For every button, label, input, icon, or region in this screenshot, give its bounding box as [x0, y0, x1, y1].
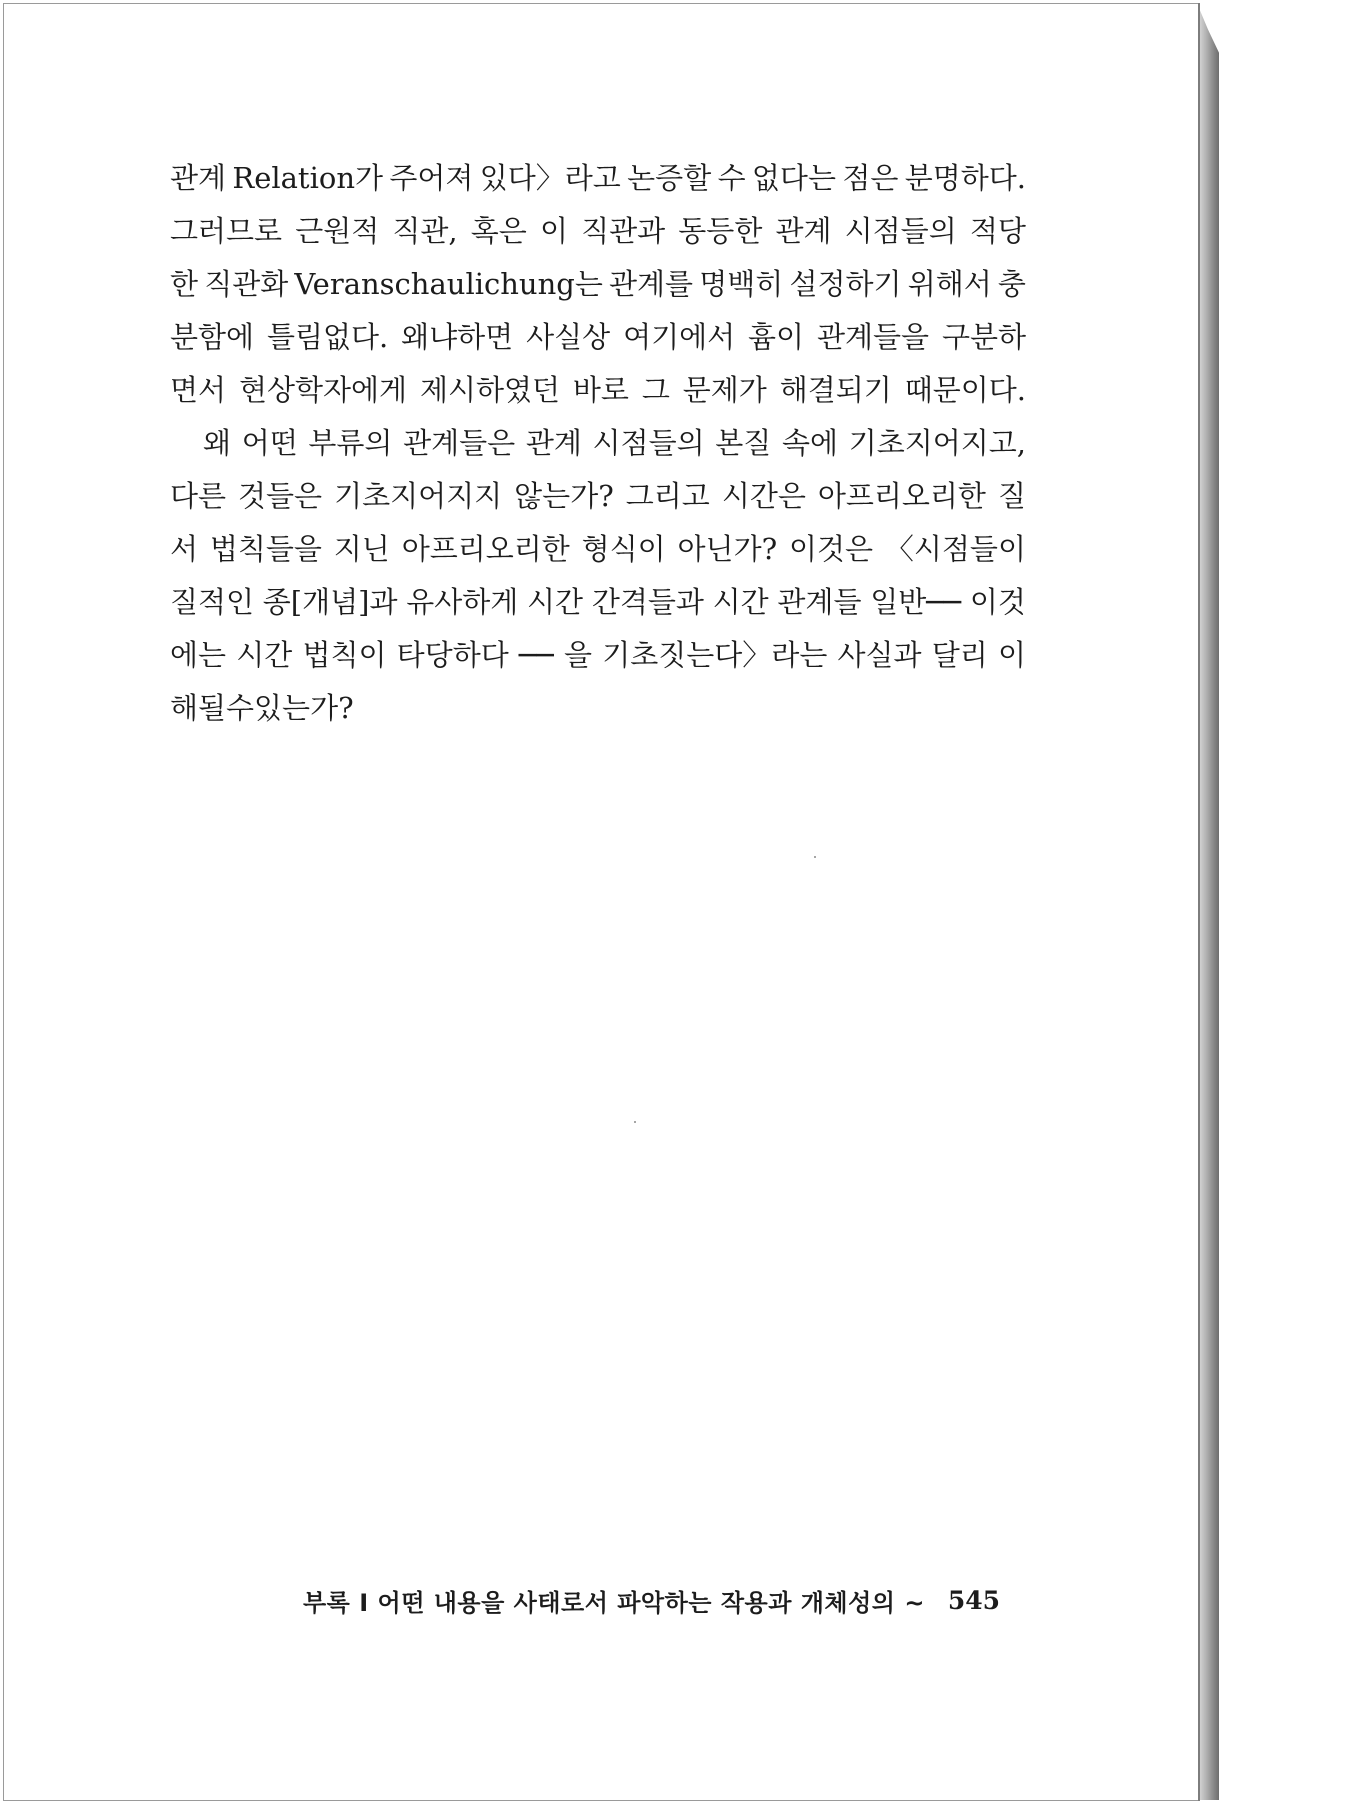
text-word: 시점들의 [592, 426, 705, 460]
text-word: 이것은 [789, 532, 874, 566]
text-word: 〈시점들이 [884, 532, 1026, 566]
text-word: 달리 [931, 638, 988, 672]
text-word: 해결되기 [779, 373, 892, 407]
text-word: 설정하기 [789, 267, 902, 301]
text-line [170, 364, 1026, 417]
text-word: 관계들 [777, 585, 862, 619]
text-word: 것들은 [238, 479, 323, 513]
text-word: 충 [997, 267, 1026, 301]
text-word: 논증할 [627, 161, 712, 195]
text-word: 왜냐하면 [401, 320, 514, 354]
text-word: 부류의 [308, 426, 393, 460]
text-word: 주어져 [389, 161, 474, 195]
text-word: 관계들은 [403, 426, 516, 460]
text-word: ── [518, 638, 554, 672]
text-word: 직관과 [581, 214, 666, 248]
text-line [170, 576, 1026, 629]
text-word: 있는가? [254, 691, 354, 725]
text-word: 현상학자에게 [238, 373, 408, 407]
text-word: 직관, [392, 214, 458, 248]
scan-speck [634, 1121, 636, 1123]
text-word: 그리고 [625, 479, 710, 513]
text-word: 시간은 [721, 479, 806, 513]
text-word: 관계를 [609, 267, 694, 301]
text-word: 있다〉라고 [479, 161, 621, 195]
text-word: 서 [170, 532, 199, 566]
text-word: Relation가 [232, 161, 384, 195]
text-word: 문제가 [682, 373, 767, 407]
text-word: 명백히 [699, 267, 784, 301]
text-word: 에는 [170, 638, 227, 672]
text-word: 속에 [781, 426, 839, 460]
text-word: 간격들과 [591, 585, 704, 619]
text-word: 동등한 [678, 214, 763, 248]
text-word: 제시하였던 [419, 373, 561, 407]
text-word: 그러므로 [170, 214, 283, 248]
text-word: 점은 [842, 161, 899, 195]
text-word: 관계들을 [816, 320, 930, 354]
text-word: 왜 [203, 426, 232, 460]
text-word: 면서 [170, 373, 227, 407]
text-word: 을 [564, 638, 593, 672]
text-word: 때문이다. [904, 373, 1026, 407]
text-line [170, 470, 1026, 523]
text-line [170, 311, 1026, 364]
text-line-last [170, 682, 1026, 735]
book-page-edge [1199, 8, 1219, 1800]
text-word: 시간 [527, 585, 584, 619]
text-word: 틀림없다. [266, 320, 389, 354]
text-word: 시간 [236, 638, 293, 672]
text-word: 지닌 [333, 532, 390, 566]
text-line-paragraph-start [170, 417, 1026, 470]
text-word: 흄이 [748, 320, 805, 354]
text-word: 사실과 [837, 638, 922, 672]
page-edge-line [1198, 3, 1200, 1801]
text-word: 일반── [870, 585, 962, 619]
text-word: 바로 [572, 373, 629, 407]
text-word: 이것 [969, 585, 1026, 619]
text-word: 없다는 [751, 161, 836, 195]
text-word: 위해서 [907, 267, 992, 301]
text-word: 수 [226, 691, 255, 725]
text-word: 한 [170, 267, 199, 301]
text-word: 형식이 [581, 532, 666, 566]
text-word: 분명하다. [904, 161, 1026, 195]
text-word: 유사하게 [406, 585, 519, 619]
text-word: 질적인 [170, 585, 255, 619]
text-word: 해될 [170, 691, 227, 725]
text-word: 어떤 [241, 426, 298, 460]
text-word: 기초지어지지 [334, 479, 503, 513]
text-word: 아프리오리한 [401, 532, 570, 566]
text-line [170, 205, 1026, 258]
text-word: 관계 [170, 161, 227, 195]
text-word: Veranschaulichung는 [294, 267, 603, 301]
text-word: 아닌가? [677, 532, 778, 566]
text-word: 여기에서 [623, 320, 736, 354]
text-word: 수 [717, 161, 746, 195]
text-word: 구분하 [941, 320, 1026, 354]
text-word: 관계 [525, 426, 582, 460]
text-word: 기초짓는다〉라는 [602, 638, 828, 672]
text-word: 그 [641, 373, 670, 407]
body-text [170, 152, 1026, 735]
text-word: 법칙들을 [209, 532, 322, 566]
text-line [170, 629, 1026, 682]
text-word: 사실상 [526, 320, 611, 354]
text-word: 다른 [170, 479, 227, 513]
text-line [170, 152, 1026, 205]
text-word: 직관화 [204, 267, 289, 301]
text-word: 혹은 [470, 214, 527, 248]
text-word: 시점들의 [844, 214, 957, 248]
text-word: 이 [539, 214, 568, 248]
text-word: 관계 [775, 214, 832, 248]
text-word: 시간 [712, 585, 769, 619]
text-word: 근원적 [295, 214, 380, 248]
text-word: 이 [997, 638, 1026, 672]
text-word: 본질 [715, 426, 772, 460]
text-word: 분함에 [170, 320, 255, 354]
page-number: 545 [947, 1585, 1000, 1615]
running-title: 부록 Ⅰ 어떤 내용을 사태로서 파악하는 작용과 개체성의 ~ [303, 1588, 925, 1617]
text-line [170, 258, 1026, 311]
text-line [170, 523, 1026, 576]
text-word: 않는가? [514, 479, 614, 513]
text-word: 법칙이 [302, 638, 387, 672]
text-word: 종[개념]과 [262, 585, 398, 619]
text-word: 질 [997, 479, 1026, 513]
text-word: 적당 [969, 214, 1026, 248]
text-word: 아프리오리한 [817, 479, 986, 513]
page-footer [303, 1580, 1000, 1620]
text-word: 기초지어지고, [848, 426, 1026, 460]
text-word: 타당하다 [396, 638, 509, 672]
scan-speck [814, 856, 816, 858]
